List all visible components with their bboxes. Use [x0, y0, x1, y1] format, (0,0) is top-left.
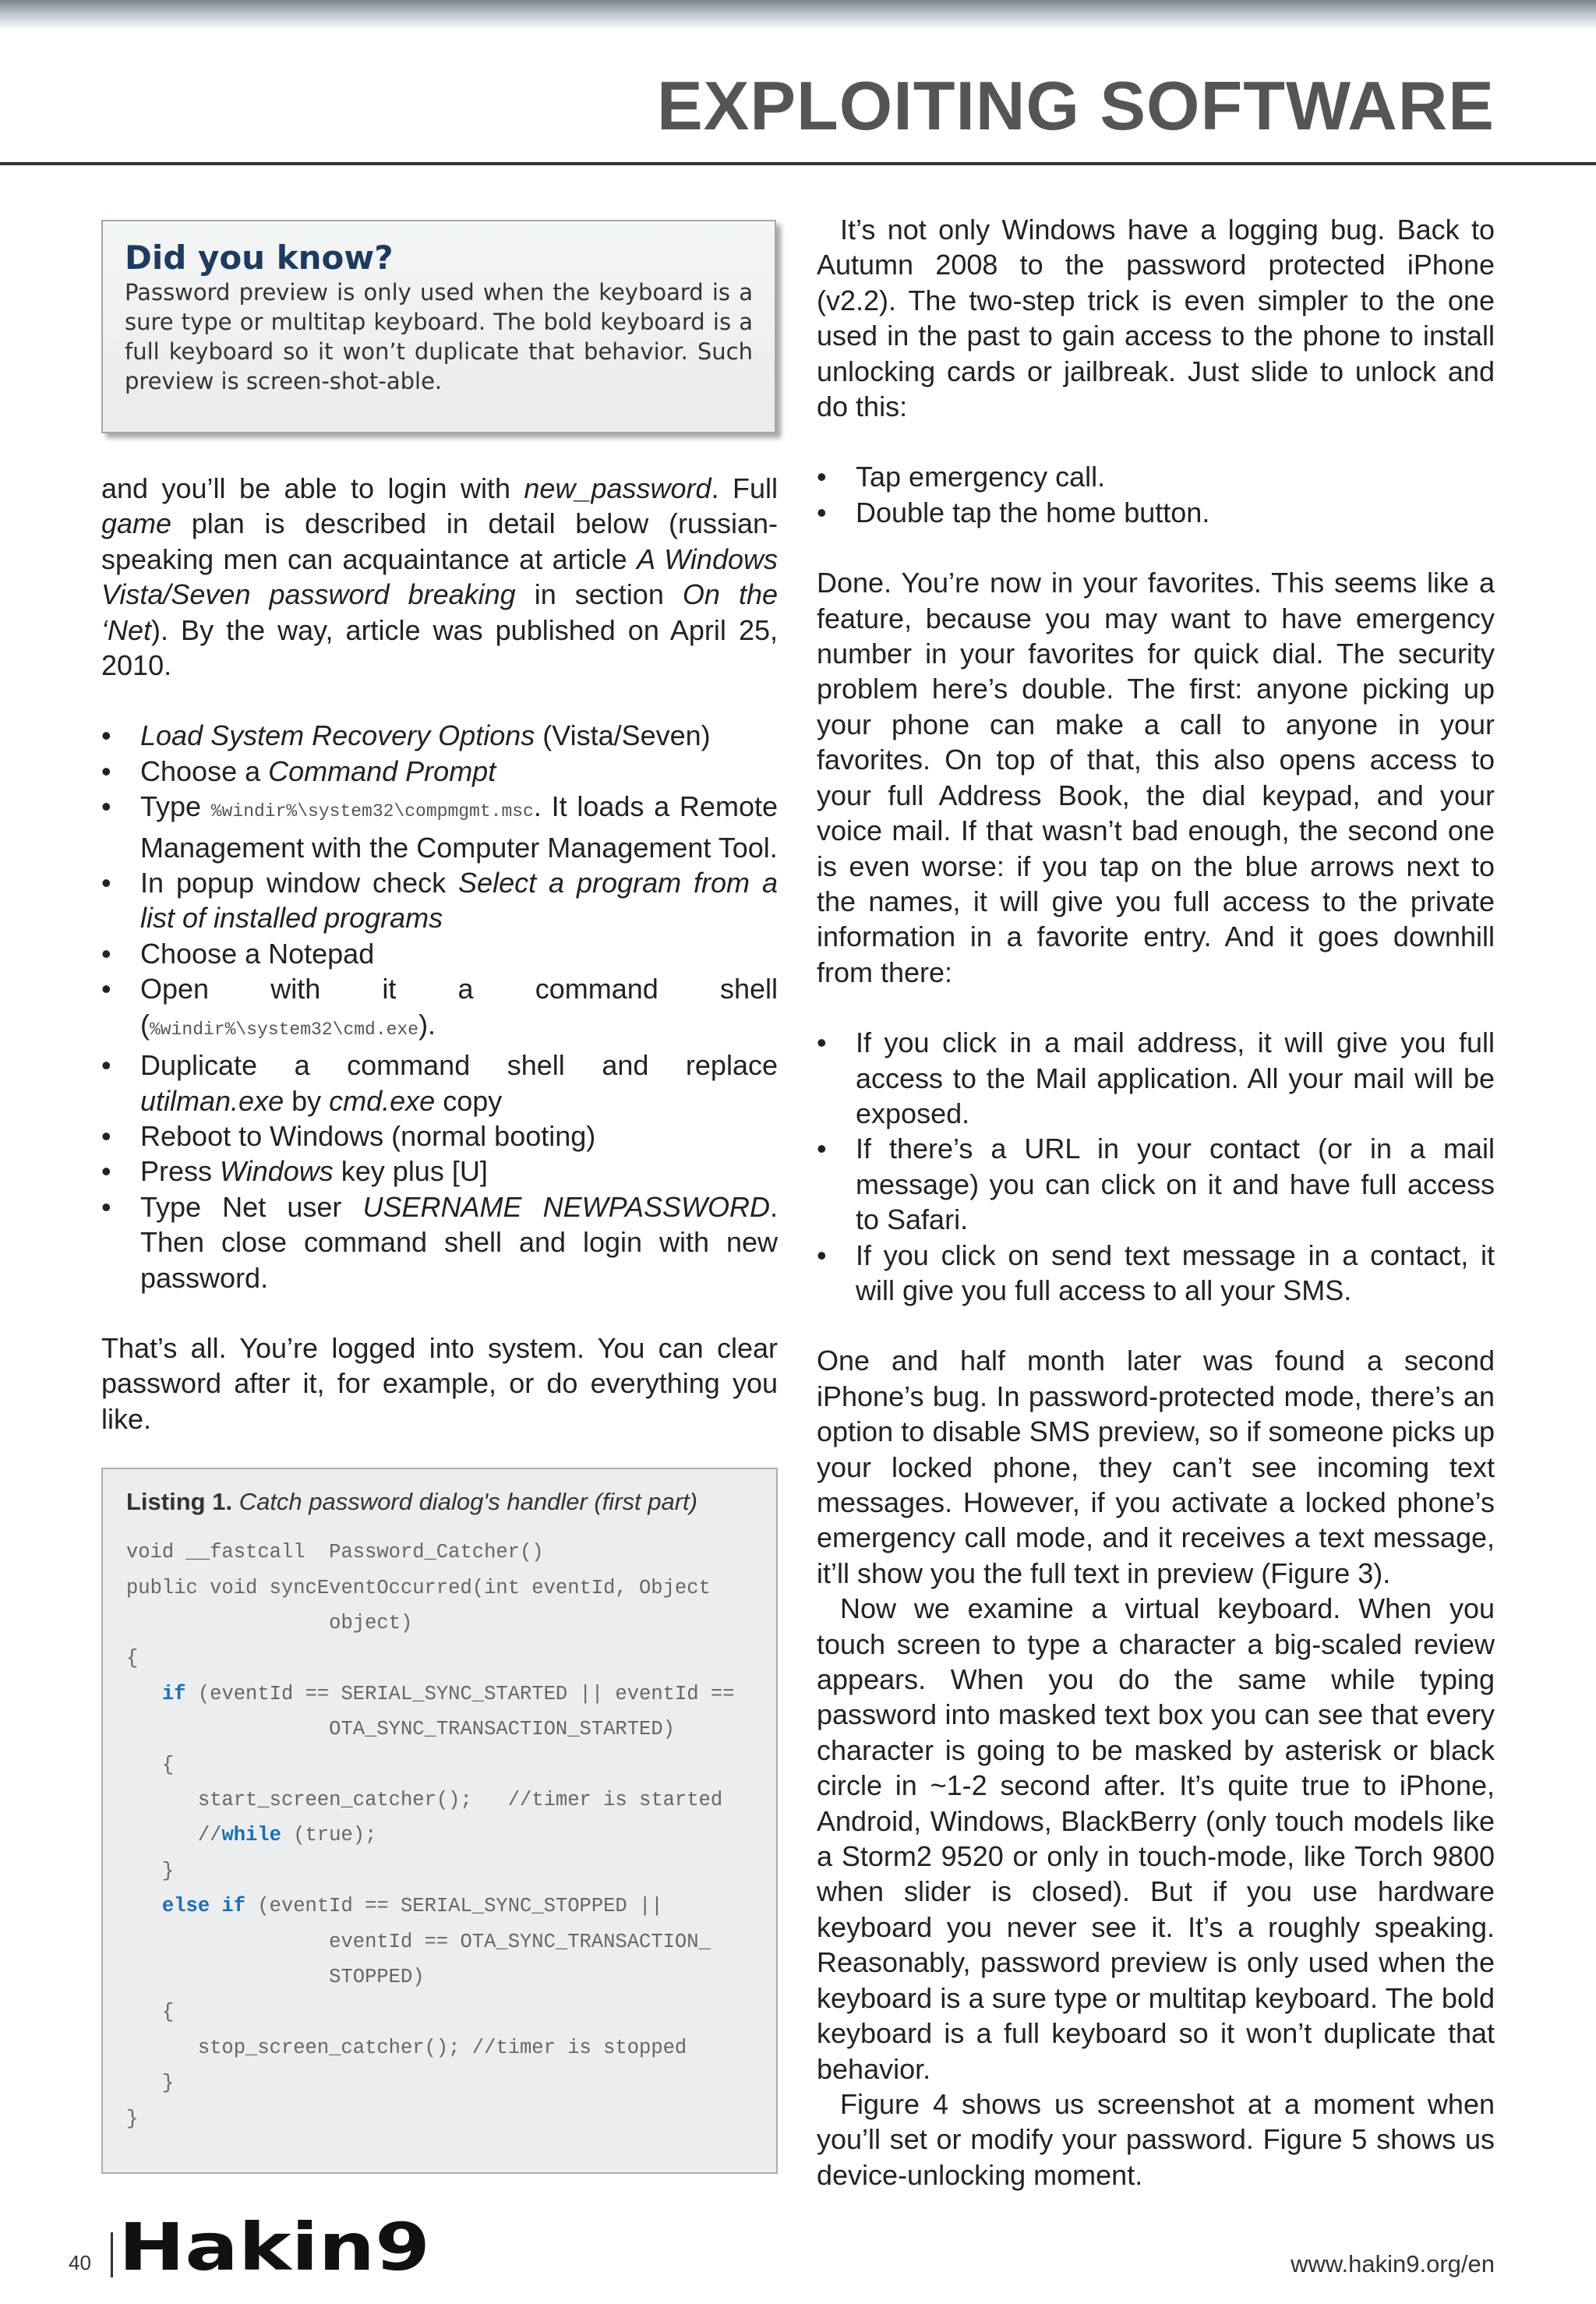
logo-text: Hakin9: [118, 2217, 430, 2279]
recovery-steps-list: [101, 718, 778, 1295]
right-paragraph-3: One and half month later was found a second iPhone’s bug. In password-protected mode, there’s an option to disable SMS preview, so if someone picks up your locked phone, they can’t see incoming text messages. However, if you activate a locked phone’s emergency call mode, and it receives a text message, it’ll show you the full text in preview (Figure 3).: [817, 1345, 1495, 1589]
list-item: • Type %windir%\system32\compmgmt.msc. It loads a Remote Management with the Computer Management Tool.: [101, 789, 778, 865]
code-listing-box: [101, 1468, 778, 2174]
list-item: • Type Net user USERNAME NEWPASSWORD. Then close command shell and login with new password.: [101, 1189, 778, 1295]
right-paragraph-1: It’s not only Windows have a logging bug. Back to Autumn 2008 to the password protected iPhone (v2.2). The two-step trick is even simpler to the one used in the past to gain access to the phone to install unlocking cards or jailbreak. Just slide to unlock and do this:: [817, 214, 1495, 423]
list-item: • Open with it a command shell (%windir%\system32\cmd.exe).: [101, 971, 778, 1048]
list-item: • If you click in a mail address, it will give you full access to the Mail application. All your mail will be exposed.: [817, 1025, 1495, 1131]
list-item: • Duplicate a command shell and replace utilman.exe by cmd.exe copy: [101, 1048, 778, 1118]
footer-divider: [111, 2232, 113, 2277]
page-number: 40: [69, 2251, 91, 2274]
list-item: • Press Windows key plus [U]: [101, 1154, 778, 1189]
right-paragraph-4: Now we examine a virtual keyboard. When you touch screen to type a character a big-scaled review appears. When you do the same while typing password into masked text box you can see that every character is going to be masked by asterisk or black circle in ~1-2 second after. It’s quite true to iPhone, Android, Windows, BlackBerry (only touch models like a Storm2 9520 or only in touch-mode, like Torch 9800 when slider is closed). But if you use hardware keyboard you never see it. It’s a roughly speaking. Reasonably, password preview is only used when the keyboard is a sure type or multitap keyboard. The bold keyboard is a full keyboard so it won’t duplicate that behavior.: [817, 1592, 1495, 2085]
top-gradient-bar: [0, 0, 1596, 30]
section-title: EXPLOITING SOFTWARE: [656, 67, 1495, 144]
hakin9-logo: [118, 2217, 430, 2279]
list-item: • If there’s a URL in your contact (or in a mail message) you can click on it and have full access to Safari.: [817, 1131, 1495, 1237]
list-item: • Tap emergency call.: [817, 459, 1495, 494]
right-paragraph-5: Figure 4 shows us screenshot at a moment when you’ll set or modify your password. Figure 5 shows us device-unlocking moment.: [817, 2087, 1495, 2191]
listing-caption: Listing 1. Catch password dialog's handler (first part): [126, 1488, 697, 1516]
left-paragraph-1: and you’ll be able to login with new_password. Full game plan is described in detail below (russian-speaking men can acquaintance at article A Windows Vista/Seven password breaking in section On the ‘Net). By the way, article was published on April 25, 2010.: [101, 472, 778, 682]
right-column: [817, 212, 1495, 2193]
access-risks-list: [817, 1025, 1495, 1308]
list-item: • Double tap the home button.: [817, 495, 1495, 530]
left-paragraph-2: That’s all. You’re logged into system. You can clear password after it, for example, or do everything you like.: [101, 1331, 778, 1435]
header-rule: [0, 162, 1596, 165]
left-column: [101, 212, 778, 2174]
list-item: • Load System Recovery Options (Vista/Seven): [101, 718, 778, 753]
right-paragraph-2: Done. You’re now in your favorites. This seems like a feature, because you may want to have emergency number in your favorites for quick dial. The security problem here’s double. The first: anyone picking up your phone can make a call to anyone in your favorites. On top of that, this also opens access to your full Address Book, the dial keypad, and your voice mail. If that wasn’t bad enough, the second one is even worse: if you tap on the blue arrows next to the names, it will give you full access to the private information in a favorite entry. And it goes downhill from there:: [817, 567, 1495, 988]
footer-url: www.hakin9.org/en: [1291, 2250, 1495, 2277]
list-item: • Choose a Notepad: [101, 936, 778, 971]
did-you-know-title: Did you know?: [125, 239, 394, 277]
code-block: void __fastcall Password_Catcher() public void syncEventOccurred(int eventId, Object object) { if (eventId == SERIAL_SYNC_STARTED || eventId == OTA_SYNC_TRANSACTION_STARTED) { start_screen_catcher(); //timer is started //while (true); } else if (eventId == SERIAL_SYNC_STOPPED || eventId == OTA_SYNC_TRANSACTION_ STOPPED) { stop_screen_catcher(); //timer is stopped } }: [126, 1541, 735, 2130]
list-item: • In popup window check Select a program from a list of installed programs: [101, 865, 778, 936]
list-item: • Reboot to Windows (normal booting): [101, 1118, 778, 1154]
iphone-steps-list: [817, 459, 1495, 530]
list-item: • Choose a Command Prompt: [101, 754, 778, 789]
list-item: • If you click on send text message in a contact, it will give you full access to all your SMS.: [817, 1238, 1495, 1309]
did-you-know-body: Password preview is only used when the keyboard is a sure type or multitap keyboard. The bold keyboard is a full keyboard so it won’t duplicate that behavior. Such preview is screen-shot-able.: [125, 279, 753, 395]
did-you-know-box: [101, 220, 776, 433]
